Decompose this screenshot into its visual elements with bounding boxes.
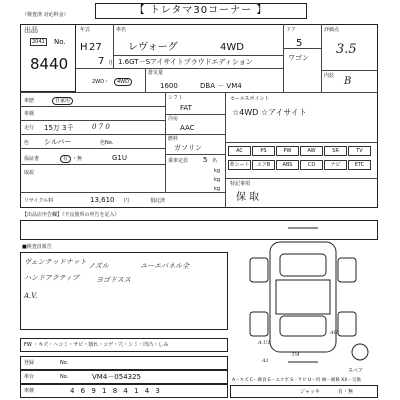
lot-tag: 2041 [32, 39, 45, 45]
color-value: シルバー [44, 138, 72, 146]
manual-label: 取説 [24, 170, 35, 176]
door-count: 5 [296, 38, 303, 49]
month-value: 7 [98, 56, 105, 67]
hand-note-6: ユーエバネル全 [140, 262, 189, 270]
check-title: ■検査員報告 [22, 244, 52, 250]
equipment-item: PW [276, 146, 299, 156]
car-drive: 4WD [220, 42, 244, 53]
equipment-item: PS [252, 146, 275, 156]
exhibition-note: 【出品店申告欄】（不良箇所の申告を記入） [22, 212, 120, 218]
fuel-label: 燃料 [168, 136, 179, 142]
fw-text: FW ・キズ・ヘコミ・サビ・割れ・コゲ・穴・シミ・凹凸・しみ [24, 342, 169, 348]
capacity-unit: 名 [212, 158, 218, 164]
damage-mark-2: U4 [292, 352, 300, 358]
lot-venue: 出品 [24, 26, 38, 34]
equipment-item: 革シート [229, 162, 250, 168]
fuel-value: ガソリン [174, 144, 202, 152]
ac-label: 冷房 [168, 116, 179, 122]
rear-window-outline [280, 316, 326, 336]
month-unit: 月 [108, 60, 114, 66]
front-right-wheel [338, 258, 356, 282]
car-name: レヴォーグ [128, 42, 178, 53]
rear-right-wheel [338, 312, 356, 336]
drive-selected: 4WD [114, 78, 132, 86]
jack-label: ジャッキ [300, 389, 320, 395]
equipment-item: CD [300, 160, 323, 170]
year-label: 年式 [80, 27, 91, 33]
inspection-value: 4 6 9 1 8 4 1 4 3 [70, 387, 162, 395]
color-code: G1U [112, 154, 128, 162]
chassis-number: VM4－054325 [92, 373, 142, 381]
interior-value: B [344, 76, 352, 87]
notes-label: 特記事項 [230, 181, 251, 187]
equipment-item: AW [300, 146, 323, 156]
cc-value: 1600 [160, 82, 178, 90]
banner-title: 【 トレタマ30コーナー 】 [95, 3, 307, 19]
history-label: 車歴 [24, 98, 35, 104]
reg-no-label: No. [60, 360, 69, 366]
reg-box [20, 356, 228, 370]
color-label: 色 [24, 140, 30, 146]
lot-number: 8440 [30, 55, 69, 73]
capacity-label: 乗車定員 [168, 158, 189, 164]
notes-text: 保 取 [236, 192, 260, 203]
warranty-label: 保証書 [24, 156, 40, 162]
hand-note-3: ハンドアクティブ [24, 274, 80, 282]
interior-label: 内装 [324, 73, 335, 79]
year-value: 27 [89, 42, 102, 53]
score-label: 評価点 [324, 27, 340, 33]
hand-note-2: ノズル [88, 262, 109, 270]
front-left-wheel [250, 258, 268, 282]
hand-note-5: A.V. [24, 292, 38, 300]
shift-label: シフト [168, 95, 184, 101]
equipment-item: ETC [348, 160, 371, 170]
equipment-item: TV [348, 146, 371, 156]
recycle-unit: 円 [124, 198, 130, 204]
equipment-item: ナビ [324, 160, 347, 170]
rear-left-wheel [250, 312, 268, 336]
model-value: DBA － VM4 [200, 82, 242, 90]
equipment-item: AC [228, 146, 251, 156]
kg-2: kg [214, 177, 221, 183]
jack-value: 有・無 [338, 389, 354, 395]
shaken-label: 車検 [24, 111, 35, 117]
chassis-label: 車台 [24, 374, 35, 380]
reg-label: 登録 [24, 360, 35, 366]
roof-outline [276, 280, 330, 314]
kg-1: kg [214, 168, 221, 174]
lot-no-label: No. [54, 38, 66, 46]
color-no-label: 色No. [100, 140, 114, 146]
recycle-label: リサイクル料 [24, 198, 54, 204]
warranty-no: ・無 [72, 156, 83, 162]
hand-note-1: ヴェンテッドナット [24, 258, 87, 266]
recycle-status: 預託済 [150, 198, 166, 204]
spare-tire [352, 344, 368, 360]
damage-mark-4: AU [330, 330, 338, 336]
door-label: ドア [286, 27, 296, 33]
mileage-hand: 0 7 0 [92, 123, 110, 131]
equipment-item: ABS [276, 160, 299, 170]
sales-point-label: セールスポイント [230, 96, 270, 102]
car-grade: 1.6GT－Sアイサイトプラウドエディション [118, 58, 253, 66]
mileage-label: 走行 [24, 125, 35, 131]
warranty-value: 有 [60, 155, 71, 163]
kg-3: kg [214, 186, 221, 192]
car-damage-diagram [228, 220, 378, 370]
recycle-amount: 13,610 [90, 196, 115, 204]
sales-point-text: ☆4WD ☆アイサイト [232, 108, 307, 117]
equipment-item: エアB [252, 160, 275, 170]
mileage-value: 15万 3千 [44, 124, 74, 132]
header-note: （検査済 対応料金） [22, 12, 69, 18]
legend-text: A－キズ C－腐食 E－エクボ S－サビ U－凹 W－補修 XX－交換 [232, 378, 361, 383]
shift-value: FAT [180, 104, 192, 112]
score-value: 3.5 [336, 42, 357, 57]
year-era: H [80, 42, 88, 53]
damage-mark-3: A1 [262, 358, 269, 364]
ac-value: AAC [180, 124, 195, 132]
windshield-outline [280, 254, 326, 276]
damage-mark-1: A.U1 [258, 340, 271, 346]
spare-label: スペア [348, 368, 364, 374]
inspection-label: 車検 [24, 388, 35, 394]
hand-note-4: ヨゴドスス [96, 276, 131, 284]
capacity-value: 5 [203, 156, 208, 164]
drive-options: 2WD・ [92, 79, 109, 85]
name-label: 車名 [116, 27, 127, 33]
equipment-item: SR [324, 146, 347, 156]
body-shape: ワゴン [288, 54, 309, 62]
chassis-no-label: No. [60, 374, 69, 380]
cc-label: 排気量 [148, 70, 164, 76]
history-value: 自家用 [52, 97, 73, 105]
